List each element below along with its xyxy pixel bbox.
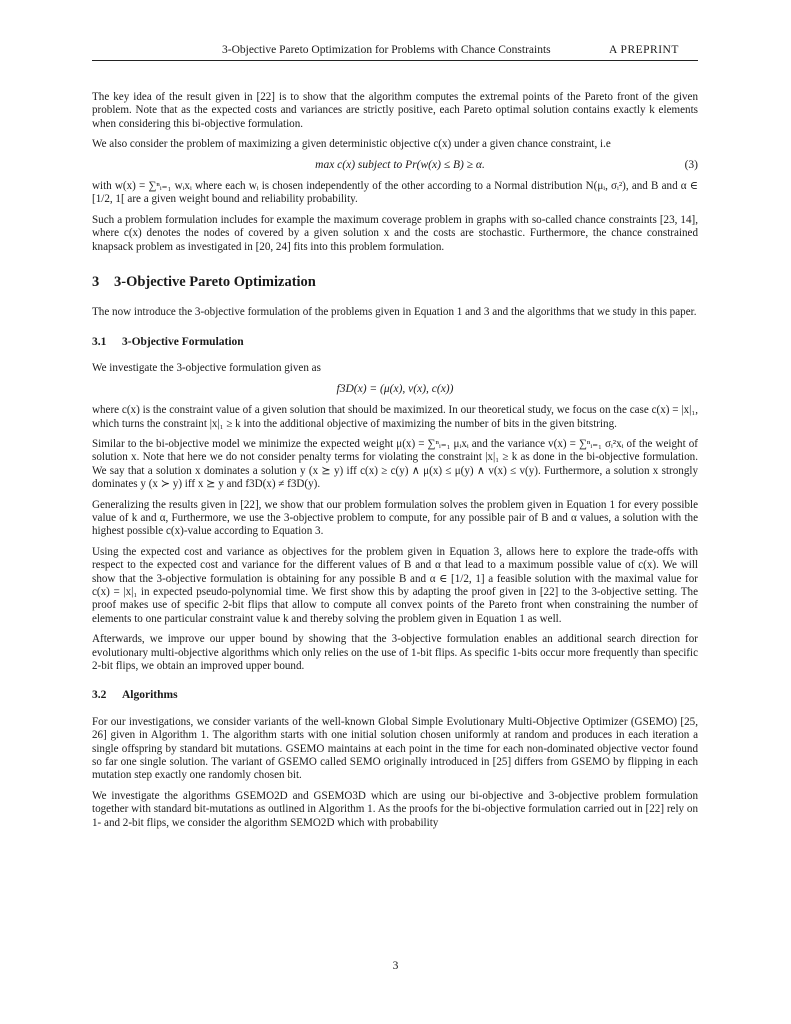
subsection-number: 3.2 [92,689,107,702]
paragraph: We also consider the problem of maximizing a given deterministic objective c(x) under a given chance constraint, i.e [92,138,611,151]
paragraph: The key idea of the result given in [22] is to show that the algorithm computes the extremal points of the Pareto front of the given problem. Note that as the expected costs and variances are strictly positive, each Pareto optimal solution contains exactly k elements when considering this bi-objective formulation. [92,91,698,130]
paragraph: Similar to the bi-objective model we minimize the expected weight μ(x) = ∑ⁿᵢ₌₁ μᵢxᵢ and the variance v(x) = ∑ⁿᵢ₌₁ σᵢ²xᵢ of the weight of solution x. Note that here we do not consider penalty terms for violating the constraint |x|₁ ≥ k as done in the bi-objective formulation. We say that a solution x dominates a solution y (x ⪰ y) iff c(x) ≥ c(y) ∧ μ(x) ≤ μ(y) ∧ v(x) ≤ v(y). Furthermore, a solution x strongly dominates y (x ≻ y) iff x ⪰ y and f3D(x) ≠ f3D(y). [92,437,698,491]
paragraph: We investigate the 3-objective formulation given as [92,362,321,375]
equation-3 [92,159,698,172]
paragraph: Generalizing the results given in [22], we show that our problem formulation solves the problem given in Equation 1 for every possible value of k and α, Furthermore, we use the 3-objective problem to compute, for any possible pair of B and α values, a solution with the highest possible c(x)-value according to Equation 3. [92,498,698,538]
subsection-heading [92,689,698,702]
subsection-number: 3.1 [92,335,107,348]
subsection-title: 3-Objective Formulation [122,335,244,348]
equation-number: (3) [684,158,698,171]
header-rule [92,60,698,61]
paragraph: For our investigations, we consider variants of the well-known Global Simple Evolutionary Multi-Objective Optimizer (GSEMO) [25, 26] given in Algorithm 1. The algorithm starts with one initial solution chosen uniformly at random and produces in each iteration a single offspring by standard bit mutations. GSEMO maintains at each point in the time for each non-dominated objective vector found so far one single solution. The variant of GSEMO called SEMO originally introduced in [25] differs from GSEMO by flipping in each mutation step exactly one randomly chosen bit. [92,715,698,782]
equation-body: max c(x) subject to Pr(w(x) ≤ B) ≥ α. [315,158,485,171]
paragraph: Using the expected cost and variance as objectives for the problem given in Equation 3, allows here to explore the trade-offs with respect to the expected cost and variance for the different values of B and α that lead to a maximum possible value of c(x). We will show that the 3-objective formulation is obtaining for any possible B and α ∈ [1/2, 1] a feasible solution with the maximal value for c(x) = |x|₁ in expected pseudo-polynomial time. We first show this by adapting the proof given in [22] to the 3-objective setting. The proof makes use of specific 2-bit flips that allow to compute all convex points of the Pareto front when constraining the number of elements to one particular constraint value k and thereby solving the problem given in Equation 1 as well. [92,545,698,625]
equation-f3d: f3D(x) = (μ(x), v(x), c(x)) [336,382,454,395]
paragraph: where c(x) is the constraint value of a given solution that should be maximized. In our theoretical study, we focus on the case c(x) = |x|₁, which turns the constraint |x|₁ ≥ k into the additional objective of maximizing the number of bits in the given bitstring. [92,404,698,430]
section-title: 3-Objective Pareto Optimization [114,274,316,291]
paragraph: The now introduce the 3-objective formulation of the problems given in Equation 1 and 3 and the algorithms that we study in this paper. [92,306,697,319]
running-header-label: A PREPRINT [609,44,679,56]
section-heading [92,276,698,289]
body-text [92,91,698,837]
running-header-title: 3-Objective Pareto Optimization for Problems with Chance Constraints [222,44,551,56]
paragraph: Afterwards, we improve our upper bound by showing that the 3-objective formulation enables an additional search direction for evolutionary multi-objective algorithms which only relies on the use of 1-bit flips. As specific 1-bits occur more frequently than specific 2-bit flips, we obtain an improved upper bound. [92,633,698,672]
paragraph: We investigate the algorithms GSEMO2D and GSEMO3D which are using our bi-objective and 3-objective problem formulation together with standard bit-mutations as outlined in Algorithm 1. As the proofs for the bi-objective formulation carried out in [22] rely on 1- and 2-bit flips, we consider the algorithm SEMO2D which with probability [92,789,698,829]
page-number: 3 [392,960,399,972]
section-number: 3 [92,274,100,291]
subsection-title: Algorithms [122,689,178,702]
subsection-heading [92,336,698,349]
paragraph: with w(x) = ∑ⁿᵢ₌₁ wᵢxᵢ where each wᵢ is chosen independently of the other according to a Normal distribution N(μᵢ, σᵢ²), and B and α ∈ [1/2, 1[ are a given weight bound and reliability probability. [92,180,698,206]
paragraph: Such a problem formulation includes for example the maximum coverage problem in graphs with so-called chance constraints [23, 14], where c(x) denotes the nodes of covered by a given solution x and the costs are stochastic. Furthermore, the chance constrained knapsack problem as investigated in [20, 24] fits into this problem formulation. [92,213,698,253]
